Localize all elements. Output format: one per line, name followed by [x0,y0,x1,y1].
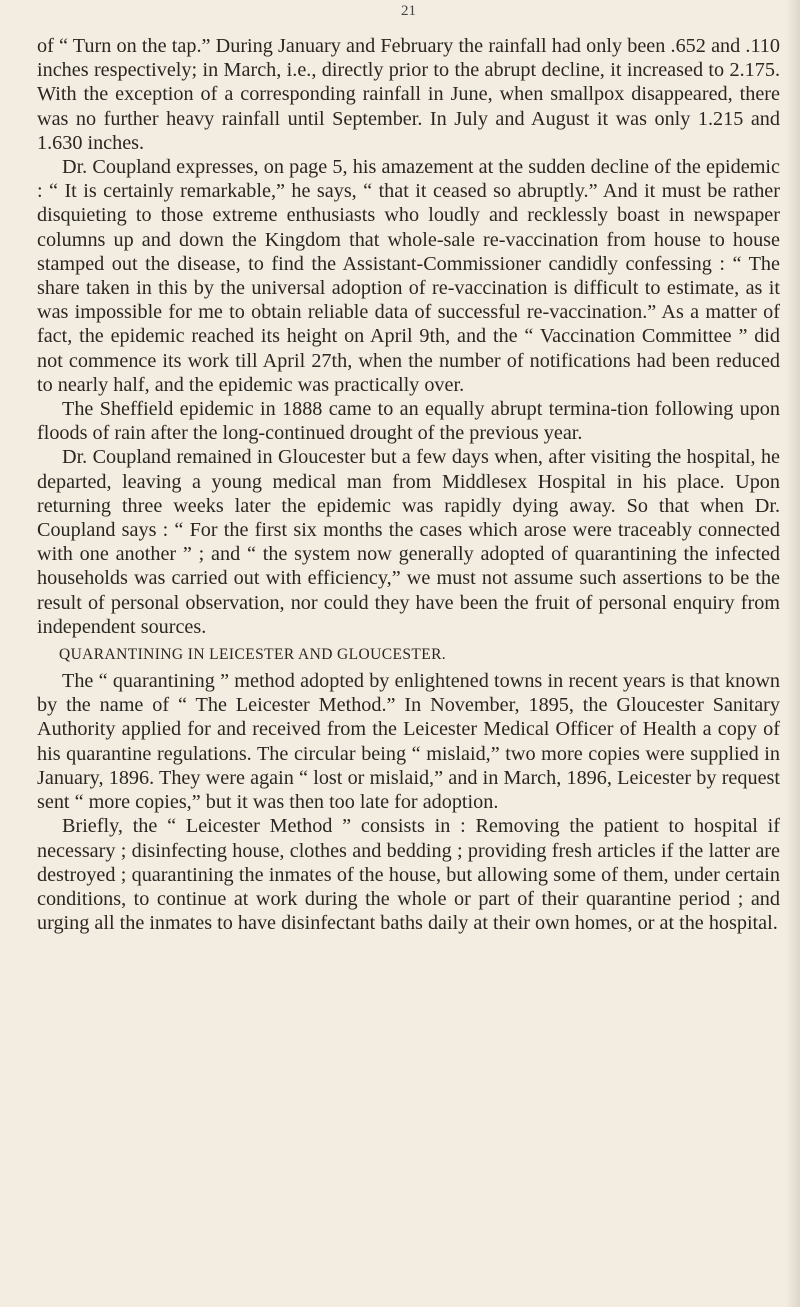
paragraph-coupland-gloucester: Dr. Coupland remained in Gloucester but a few days when, after visiting the hospital, he departed, leaving a young medical man from Middlesex Hospital in his place. Upon returning three weeks later the epidemic was rapidly dying away. So that when Dr. Coupland says : “ For the first six months the cases which arose were traceably connected with one another ” ; and “ the system now generally adopted of quarantining the infected households was carried out with efficiency,” we must not assume such assertions to be the result of personal observation, nor could they have been the fruit of personal enquiry from independent sources. [37,446,780,638]
paragraph-leicester-method: The “ quarantining ” method adopted by enlightened towns in recent years is that known by the name of “ The Leicester Method.” In November, 1895, the Gloucester Sanitary Authority applied for and received from the Leicester Medical Officer of Health a copy of his quarantine regulations. The circular being “ mislaid,” two more copies were supplied in January, 1896. They were again “ lost or mislaid,” and in March, 1896, Leicester by request sent “ more copies,” but it was then too late for adoption. [37,670,780,814]
page-number: 21 [401,3,416,19]
section-heading: QUARANTINING IN LEICESTER AND GLOUCESTER. [59,646,447,664]
paragraph-method-summary: Briefly, the “ Leicester Method ” consists in : Removing the patient to hospital if necessary ; disinfecting house, clothes and bedding ; providing fresh articles if the latter are destroyed ; quarantining the inmates of the house, but allowing some of them, under certain conditions, to continue at work during the whole or part of their quarantine period ; and urging all the inmates to have disinfectant baths daily at their own homes, or at the hospital. [37,815,780,935]
body-text [37,34,780,935]
page-edge-shadow [786,0,800,1307]
paragraph-sheffield-epidemic: The Sheffield epidemic in 1888 came to an equally abrupt termina-tion following upon floods of rain after the long-continued drought of the previous year. [37,398,780,445]
paragraph-coupland-amazement: Dr. Coupland expresses, on page 5, his amazement at the sudden decline of the epidemic : “ It is certainly remarkable,” he says, “ that it ceased so abruptly.” And it must be rather disquieting to those extreme enthusiasts who loudly and recklessly boast in newspaper columns up and down the Kingdom that whole-sale re-vaccination from house to house stamped out the disease, to find the Assistant-Commissioner candidly confessing : “ The share taken in this by the universal adoption of re-vaccination is difficult to estimate, as it was impossible for me to obtain reliable data of successful re-vaccination.” As a matter of fact, the epidemic reached its height on April 9th, and the “ Vaccination Committee ” did not commence its work till April 27th, when the number of notifications had been reduced to nearly half, and the epidemic was practically over. [37,156,780,396]
paragraph-rainfall: of “ Turn on the tap.” During January and February the rainfall had only been .652 and .110 inches respectively; in March, i.e., directly prior to the abrupt decline, it increased to 2.175. With the exception of a corresponding rainfall in June, when smallpox disappeared, there was no further heavy rainfall until September. In July and August it was only 1.215 and 1.630 inches. [37,35,780,154]
